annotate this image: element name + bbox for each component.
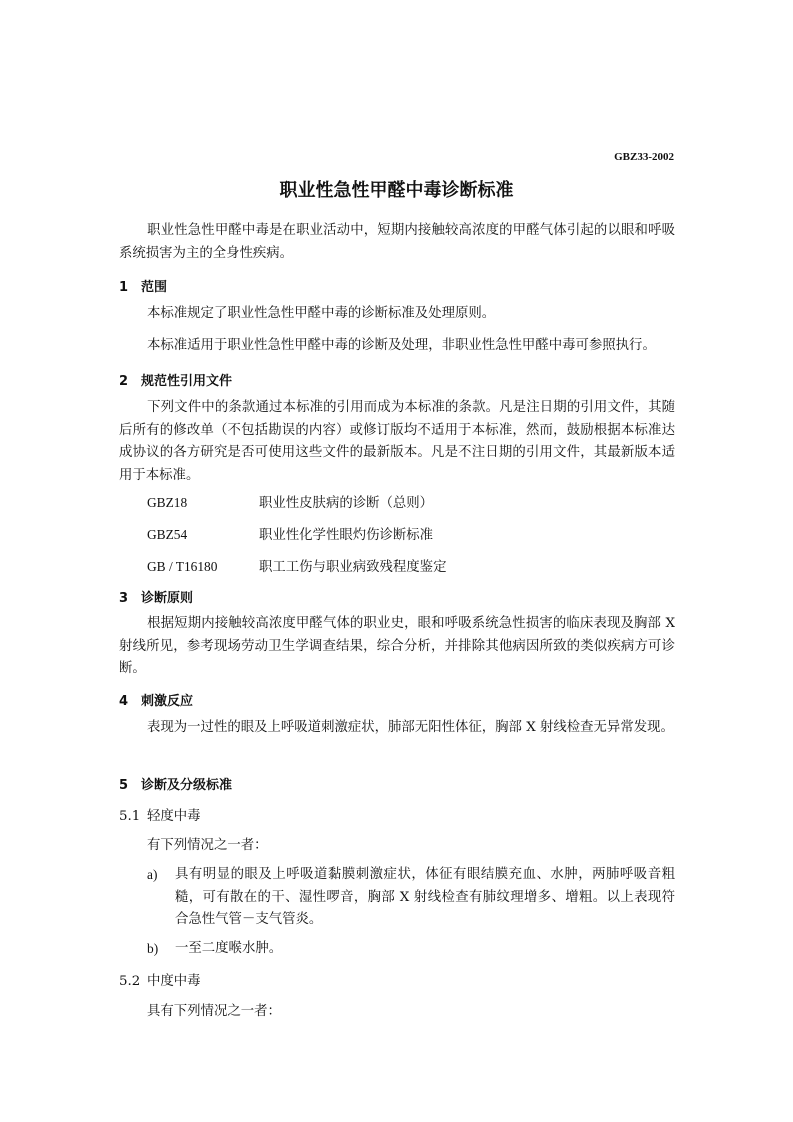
- subsection-5-2-heading: 5.2 中度中毒: [119, 974, 201, 989]
- reference-item: GBZ18 职业性皮肤病的诊断（总则）: [147, 495, 434, 511]
- reference-item: GB / T16180 职工工伤与职业病致残程度鉴定: [147, 559, 447, 575]
- section-1-heading: 1 范围: [119, 280, 168, 295]
- section-5-heading: 5 诊断及分级标准: [119, 778, 233, 793]
- intro-paragraph: 职业性急性甲醛中毒是在职业活动中，短期内接触较高浓度的甲醛气体引起的以眼和呼吸系统损害为主的全身性疾病。: [119, 223, 675, 261]
- section-1-paragraph-2: 本标准适用于职业性急性甲醛中毒的诊断及处理，非职业性急性甲醛中毒可参照执行。: [147, 338, 656, 353]
- subsection-5-2-lead: 具有下列情况之一者：: [147, 1004, 281, 1019]
- section-2-heading: 2 规范性引用文件: [119, 374, 233, 389]
- section-4-paragraph: 表现为一过性的眼及上呼吸道刺激症状，肺部无阳性体征，胸部 X 射线检查无异常发现。: [147, 720, 674, 735]
- subsection-5-1-lead: 有下列情况之一者：: [147, 838, 268, 853]
- page-title: 职业性急性甲醛中毒诊断标准: [279, 180, 514, 201]
- subsection-5-1-heading: 5.1 轻度中毒: [119, 809, 201, 824]
- section-4-heading: 4 刺激反应: [119, 694, 194, 709]
- list-item: a) 具有明显的眼及上呼吸道黏膜刺激症状，体征有眼结膜充血、水肿，两肺呼吸音粗糙，可有散在的干、湿性啰音，胸部 X 射线检查有肺纹理增多、增粗。以上表现符合急性气管－支气管炎。: [147, 867, 675, 928]
- document-code: GBZ33-2002: [614, 151, 674, 163]
- section-3-paragraph: 根据短期内接触较高浓度甲醛气体的职业史，眼和呼吸系统急性损害的临床表现及胸部 X 射线所见，参考现场劳动卫生学调查结果，综合分析，并排除其他病因所致的类似疾病方可诊断。: [119, 616, 675, 677]
- reference-item: GBZ54 职业性化学性眼灼伤诊断标准: [147, 527, 434, 543]
- section-3-heading: 3 诊断原则: [119, 591, 194, 606]
- section-2-paragraph: 下列文件中的条款通过本标准的引用而成为本标准的条款。凡是注日期的引用文件，其随后所有的修改单（不包括勘误的内容）或修订版均不适用于本标准，然而，鼓励根据本标准达成协议的各方研究是否可使用这些文件的最新版本。凡是不注日期的引用文件，其最新版本适用于本标准。: [119, 400, 675, 484]
- list-item: b) 一至二度喉水肿。: [147, 941, 283, 956]
- section-1-paragraph-1: 本标准规定了职业性急性甲醛中毒的诊断标准及处理原则。: [147, 306, 496, 321]
